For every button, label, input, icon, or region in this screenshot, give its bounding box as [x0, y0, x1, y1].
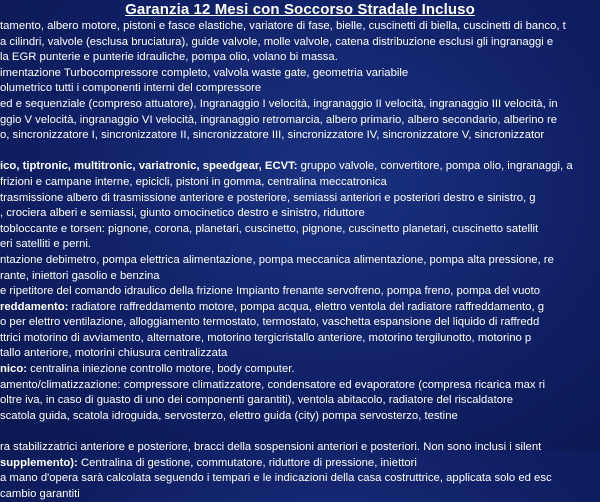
section-label: nico: — [0, 363, 27, 376]
line-text: gruppo valvole, convertitore, pompa olio, ingranaggi, a — [297, 160, 573, 173]
text-line — [0, 159, 600, 175]
text-line — [0, 50, 600, 66]
text-line — [0, 97, 600, 113]
line-text: frizioni e campane interne, epicicli, pistoni in gomma, centralina meccatronica — [0, 175, 387, 188]
line-text: tobloccante e torsen: pignone, corona, planetari, cuscinetto, pignone, cuscinetto planetari, cuscinetto satellit — [0, 222, 539, 235]
text-line — [0, 300, 600, 316]
text-line — [0, 456, 600, 472]
text-line — [0, 471, 600, 487]
text-line — [0, 19, 600, 35]
page-title: Garanzia 12 Mesi con Soccorso Stradale Incluso — [125, 1, 475, 18]
text-line — [0, 175, 600, 191]
text-line — [0, 346, 600, 362]
line-text: tamento, albero motore, pistoni e fasce elastiche, variatore di fase, bielle, cuscinetti di biella, cuscinetti di banco, t — [0, 20, 566, 32]
line-text: a cilindri, valvole (esclusa bruciatura), guide valvole, molle valvole, catena distribuzione esclusi gli ingranaggi e — [0, 35, 554, 48]
line-text: e ripetitore del comando idraulico della frizione Impianto frenante servofreno, pompa freno, pompa del vuoto — [0, 285, 541, 298]
text-line — [0, 35, 600, 51]
text-line — [0, 269, 600, 285]
line-text: ttrici motorino di avviamento, alternatore, motorino tergicristallo anteriore, motorino tergilunotto, motorino p — [0, 331, 532, 344]
line-text: o, sincronizzatore I, sincronizzatore II, sincronizzatore III, sincronizzatore IV, sincronizzatore V, sincronizzator — [0, 129, 545, 142]
line-text: ggio V velocità, ingranaggio VI velocità, ingranaggio retromarcia, albero primario, albero secondario, alberino re — [0, 113, 557, 126]
section-label: ico, tiptronic, multitronic, variatronic, speedgear, ECVT: — [0, 160, 298, 173]
text-line — [0, 424, 600, 440]
line-text: oltre iva, in caso di guasto di uno dei componenti garantiti), ventola abitacolo, radiatore del riscaldatore — [0, 394, 514, 407]
text-line — [0, 66, 600, 82]
line-text: scatola guida, scatola idroguida, servosterzo, elettro guida (city) pompa servosterzo, testine — [0, 409, 458, 422]
text-line — [0, 362, 600, 378]
text-line — [0, 237, 600, 253]
text-line — [0, 206, 600, 222]
line-text: cambio garantiti — [0, 487, 80, 500]
line-text: ntazione debimetro, pompa elettrica alimentazione, pompa meccanica alimentazione, pompa alta pressione, re — [0, 253, 554, 266]
text-line — [0, 113, 600, 129]
line-text: tallo anteriore, motorini chiusura centralizzata — [0, 347, 228, 360]
line-text: , crociera alberi e semiassi, giunto omocinetico destro e sinistro, riduttore — [0, 207, 365, 220]
text-line — [0, 331, 600, 347]
text-line — [0, 315, 600, 331]
text-line — [0, 440, 600, 456]
text-line — [0, 191, 600, 207]
text-line — [0, 128, 600, 144]
line-text: o per elettro ventilazione, alloggiamento termostato, termostato, vaschetta espansione del liquido di raffredd — [0, 316, 540, 329]
line-text: amento/climatizzazione: compressore climatizzatore, condensatore ed evaporatore (compresa ricarica max ri — [0, 378, 545, 391]
line-text: olumetrico tutti i componenti interni del compressore — [0, 82, 262, 95]
text-line — [0, 284, 600, 300]
text-line — [0, 409, 600, 425]
line-text: radiatore raffreddamento motore, pompa acqua, elettro ventola del radiatore raffreddamento, g — [68, 300, 545, 313]
section-label: reddamento: — [0, 300, 69, 313]
text-line — [0, 393, 600, 409]
text-line — [0, 378, 600, 394]
line-text: la EGR punterie e punterie idrauliche, pompa olio, volano bi massa. — [0, 51, 338, 64]
line-text: centralina iniezione controllo motore, body computer. — [27, 363, 295, 376]
line-text: Centralina di gestione, commutatore, riduttore di pressione, iniettori — [77, 456, 417, 469]
line-text: eri satelliti e perni. — [0, 238, 92, 251]
line-text: ed e sequenziale (compreso attuatore), Ingranaggio I velocità, ingranaggio II velocità, ingranaggio III velocità, in — [0, 97, 558, 110]
text-line — [0, 487, 600, 502]
section-label: supplemento): — [0, 456, 78, 469]
text-line — [0, 222, 600, 238]
warranty-text-block — [0, 19, 600, 502]
text-line — [0, 144, 600, 160]
line-text: ra stabilizzatrici anteriore e posteriore, bracci della sospensioni anteriori e posteriori. Non sono inclusi i silent — [0, 441, 542, 454]
text-line — [0, 81, 600, 97]
line-text: trasmissione albero di trasmissione anteriore e posteriore, semiassi anteriori e posteriori destro e sinistro, g — [0, 191, 536, 204]
line-text: rante, iniettori gasolio e benzina — [0, 269, 160, 282]
line-text: imentazione Turbocompressore completo, valvola waste gate, geometria variabile — [0, 66, 409, 79]
line-text: a mano d'opera sarà calcolata seguendo i tempari e le indicazioni della casa costruttrice, applicata solo ed esc — [0, 472, 552, 485]
text-line — [0, 253, 600, 269]
